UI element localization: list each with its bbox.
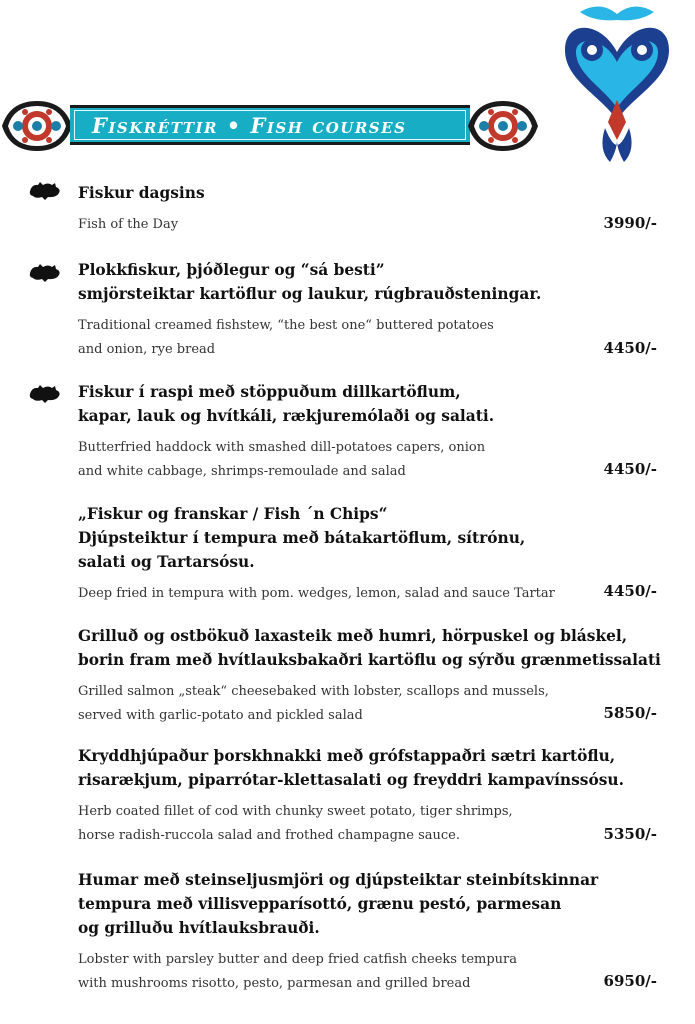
price: 4450/- [603,339,657,357]
menu-item-4 [78,502,668,606]
dish-description: Herb coated fillet of cod with chunky sweet potato, tiger shrimps, horse radish-ruccola salad and frothed champagne sauce. [78,804,513,843]
menu-item-1 [78,181,668,237]
rosette-ornament-right-icon [466,97,540,155]
dish-description: Grilled salmon „steak“ cheesebaked with lobster, scallops and mussels, served with garlic-potato and pickled salad [78,684,549,723]
section-title: Fiskréttir • Fish courses [92,112,407,138]
menu-item-3 [78,380,668,484]
dish-description: Deep fried in tempura with pom. wedges, lemon, salad and sauce Tartar [78,586,555,601]
price: 3990/- [603,214,657,232]
price: 6950/- [603,972,657,990]
iceland-icon [28,181,62,201]
dish-description: Butterfried haddock with smashed dill-potatoes capers, onion and white cabbage, shrimps-remoulade and salad [78,440,486,479]
menu-item-7 [78,868,668,996]
price: 5350/- [603,825,657,843]
dish-name: Fiskur í raspi með stöppuðum dillkartöflum, kapar, lauk og hvítkáli, rækjuremólaði og salati. [78,383,495,425]
dish-description: Lobster with parsley butter and deep fried catfish cheeks tempura with mushrooms risotto, pesto, parmesan and grilled bread [78,952,517,991]
menu-item-5 [78,624,668,728]
banner-bar [70,105,470,145]
dish-name: Humar með steinseljusmjöri og djúpsteiktar steinbítskinnar tempura með villisvepparísottó, grænu pestó, parmesan og grilluðu hvítlauksbrauði. [78,871,599,937]
price: 5850/- [603,704,657,722]
dish-name: Plokkfiskur, þjóðlegur og “sá besti” smjörsteiktar kartöflur og laukur, rúgbrauðsteningar. [78,261,542,303]
menu-item-2 [78,258,668,362]
menu-item-6 [78,744,668,848]
dish-name: Grilluð og ostbökuð laxasteik með humri, hörpuskel og bláskel, borin fram með hvítlauksbakaðri kartöflu og sýrðu grænmetissalati [78,627,661,669]
price: 4450/- [603,582,657,600]
section-banner [0,97,520,155]
dish-name: Kryddhjúpaður þorskhnakki með grófstappaðri sætri kartöflu, risarækjum, piparrótar-klettasalati og freyddri kampavínssósu. [78,747,624,789]
dish-description: Fish of the Day [78,217,179,232]
dish-description: Traditional creamed fishstew, “the best one“ buttered potatoes and onion, rye bread [78,318,494,357]
heart-ornament-icon [560,0,675,170]
iceland-icon [28,384,62,404]
dish-name: „Fiskur og franskar / Fish ´n Chips“ Djúpsteiktur í tempura með bátakartöflum, sítrónu, salati og Tartarsósu. [78,505,526,571]
price: 4450/- [603,460,657,478]
dish-name: Fiskur dagsins [78,184,205,202]
rosette-ornament-left-icon [0,97,74,155]
iceland-icon [28,263,62,283]
